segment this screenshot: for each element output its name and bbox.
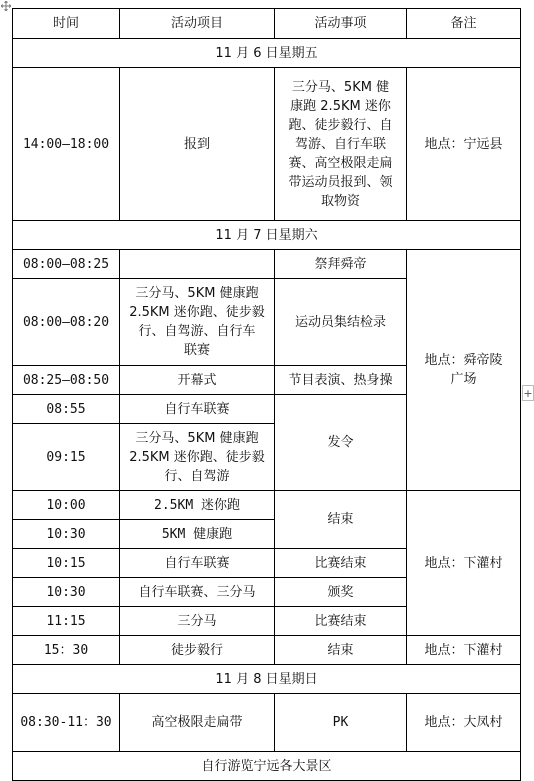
item-cell: 徒步毅行 <box>120 636 275 665</box>
matter-cell: 比赛结束 <box>275 549 407 578</box>
item-line: 2.5KM 迷你跑、徒步毅 <box>129 305 265 320</box>
matter-line: 赛、高空极限走扁 <box>288 155 393 171</box>
time-cell: 08:25—08:50 <box>13 366 120 395</box>
matter-cell: 结束 <box>275 491 407 549</box>
item-cell: 5KM 健康跑 <box>120 520 275 549</box>
note-cell <box>407 250 521 491</box>
footer-label: 自行游览宁远各大景区 <box>13 752 521 781</box>
item-cell <box>120 250 275 279</box>
time-cell: 09:15 <box>13 424 120 491</box>
item-line: 2.5KM 迷你跑、徒步毅 <box>129 449 265 465</box>
item-line: 行、自驾游 <box>164 468 230 484</box>
date-row-day3 <box>13 665 521 694</box>
table-row <box>13 68 521 221</box>
item-cell: 开幕式 <box>120 366 275 395</box>
item-line: 联赛 <box>183 343 210 358</box>
date-label: 11 月 6 日星期五 <box>13 39 521 68</box>
header-row <box>13 9 521 39</box>
matter-cell: PK <box>275 694 407 752</box>
date-label: 11 月 8 日星期日 <box>13 665 521 694</box>
time-cell: 08:00—08:25 <box>13 250 120 279</box>
matter-cell: 结束 <box>275 636 407 665</box>
matter-line: 取物资 <box>320 193 360 209</box>
header-item: 活动项目 <box>120 9 275 39</box>
item-cell: 报到 <box>120 68 275 221</box>
time-cell: 10:30 <box>13 520 120 549</box>
matter-cell: 祭拜舜帝 <box>275 250 407 279</box>
time-cell: 08:55 <box>13 395 120 424</box>
note-cell: 地点：下灌村 <box>407 491 521 636</box>
time-cell: 14:00—18:00 <box>13 68 120 221</box>
item-line: 三分马、5KM 健康跑 <box>135 286 259 301</box>
matter-line: 驾游、自行车联 <box>294 136 386 152</box>
note-cell: 地点：大凤村 <box>407 694 521 752</box>
item-cell: 三分马 <box>120 607 275 636</box>
matter-line: 带运动员报到、领 <box>288 174 393 190</box>
date-row-day2 <box>13 221 521 250</box>
item-line: 三分马、5KM 健康跑 <box>135 430 259 446</box>
matter-line: 康跑 2.5KM 迷你 <box>290 98 391 114</box>
matter-cell: 运动员集结检录 <box>275 279 407 366</box>
header-note: 备注 <box>407 9 521 39</box>
matter-cell: 颁奖 <box>275 578 407 607</box>
matter-line: 三分马、5KM 健 <box>291 79 390 95</box>
table-row <box>13 250 521 279</box>
table-move-handle-icon[interactable] <box>1 1 11 11</box>
header-time: 时间 <box>13 9 120 39</box>
date-row-day1 <box>13 39 521 68</box>
item-cell: 高空极限走扁带 <box>120 694 275 752</box>
matter-cell: 发令 <box>275 395 407 491</box>
table-row <box>13 636 521 665</box>
time-cell: 10:00 <box>13 491 120 520</box>
item-cell: 2.5KM 迷你跑 <box>120 491 275 520</box>
schedule-table <box>12 8 521 781</box>
time-cell: 08:30-11：30 <box>13 694 120 752</box>
matter-cell: 节目表演、热身操 <box>275 366 407 395</box>
header-matter: 活动事项 <box>275 9 407 39</box>
item-cell: 自行车联赛、三分马 <box>120 578 275 607</box>
item-cell <box>120 424 275 491</box>
matter-cell <box>275 68 407 221</box>
item-cell <box>120 279 275 366</box>
time-cell: 15：30 <box>13 636 120 665</box>
table-row <box>13 694 521 752</box>
item-cell: 自行车联赛 <box>120 549 275 578</box>
time-cell: 10:30 <box>13 578 120 607</box>
note-line: 地点：舜帝陵 <box>424 353 503 368</box>
note-cell: 地点：宁远县 <box>407 68 521 221</box>
note-line: 广场 <box>450 372 477 387</box>
table-row <box>13 491 521 520</box>
time-cell: 08:00—08:20 <box>13 279 120 366</box>
time-cell: 11:15 <box>13 607 120 636</box>
footer-row <box>13 752 521 781</box>
matter-cell: 比赛结束 <box>275 607 407 636</box>
date-label: 11 月 7 日星期六 <box>13 221 521 250</box>
time-cell: 10:15 <box>13 549 120 578</box>
add-column-button[interactable]: + <box>523 387 533 400</box>
matter-line: 跑、徒步毅行、自 <box>288 117 393 133</box>
item-line: 行、自驾游、自行车 <box>138 324 256 339</box>
note-cell: 地点：下灌村 <box>407 636 521 665</box>
item-cell: 自行车联赛 <box>120 395 275 424</box>
